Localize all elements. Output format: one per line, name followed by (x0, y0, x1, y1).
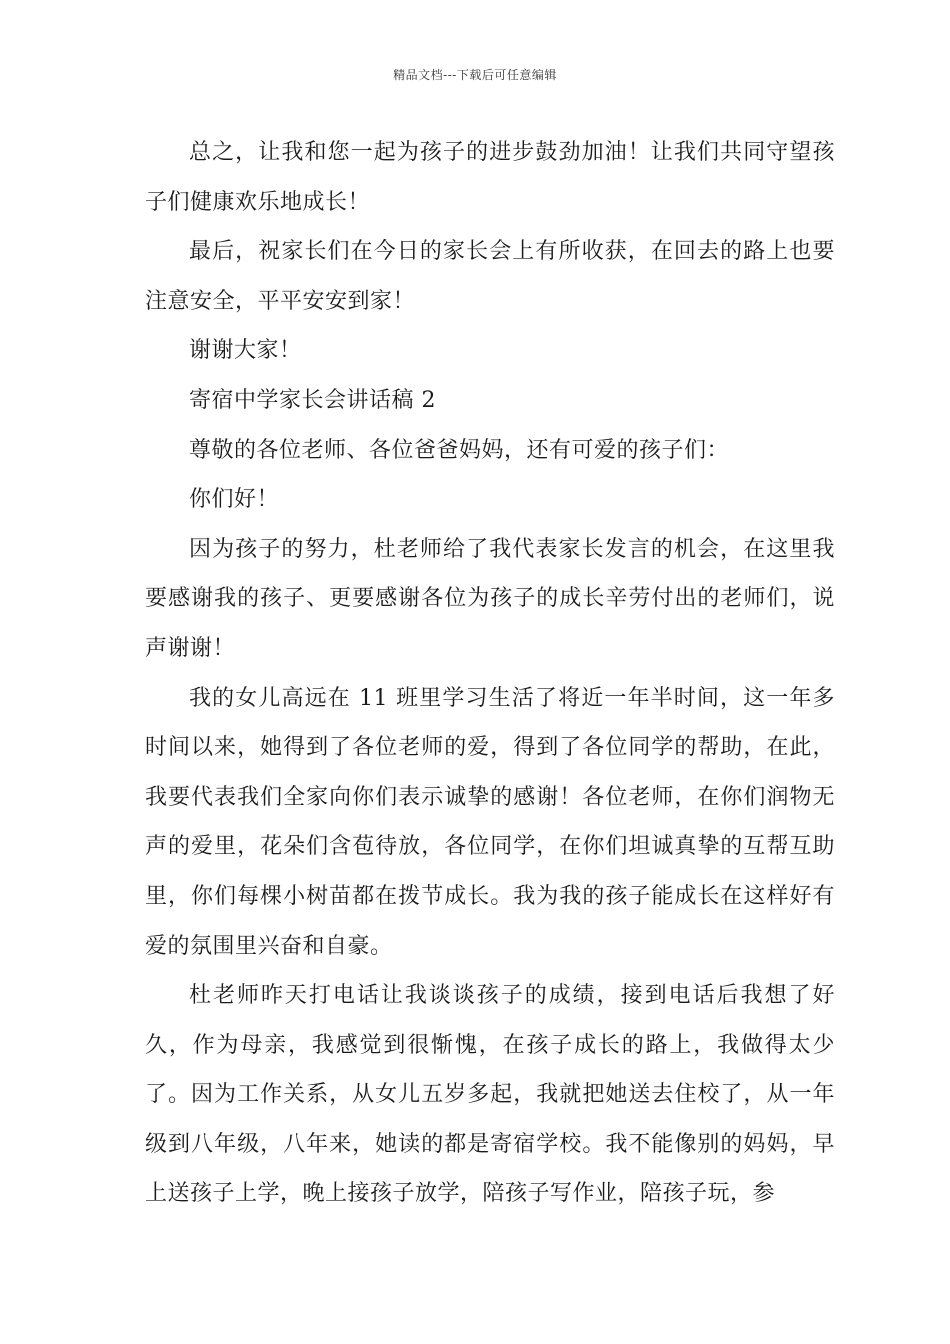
paragraph: 总之，让我和您一起为孩子的进步鼓劲加油！让我们共同守望孩子们健康欢乐地成长！ (145, 140, 835, 215)
paragraph: 我的女儿高远在 11 班里学习生活了将近一年半时间，这一年多时间以来，她得到了各位老师的爱，得到了各位同学的帮助，在此，我要代表我们全家向你们表示诚挚的感谢！各位老师，在你们润物无声的爱里，花朵们含苞待放，各位同学，在你们坦诚真挚的互帮互助里，你们每棵小树苗都在拨节成长。我为我的孩子能成长在这样好有爱的氛围里兴奋和自豪。 (145, 685, 835, 959)
paragraph: 杜老师昨天打电话让我谈谈孩子的成绩，接到电话后我想了好久，作为母亲，我感觉到很惭愧，在孩子成长的路上，我做得太少了。因为工作关系，从女儿五岁多起，我就把她送去住校了，从一年级到八年级，八年来，她读的都是寄宿学校。我不能像别的妈妈，早上送孩子上学，晚上接孩子放学，陪孩子写作业，陪孩子玩，参 (145, 983, 835, 1207)
document-body (145, 128, 835, 1219)
section-title: 寄宿中学家长会讲话稿 2 (189, 387, 436, 413)
paragraph: 因为孩子的努力，杜老师给了我代表家长发言的机会，在这里我要感谢我的孩子、更要感谢各位为孩子的成长辛劳付出的老师们，说声谢谢！ (145, 536, 835, 661)
paragraph: 最后，祝家长们在今日的家长会上有所收获，在回去的路上也要注意安全，平平安安到家！ (145, 239, 835, 314)
page-header: 精品文档---下载后可任意编辑 (393, 68, 557, 82)
paragraph: 谢谢大家！ (189, 338, 302, 364)
salutation: 尊敬的各位老师、各位爸爸妈妈，还有可爱的孩子们： (189, 437, 730, 463)
greeting: 你们好！ (189, 487, 280, 513)
